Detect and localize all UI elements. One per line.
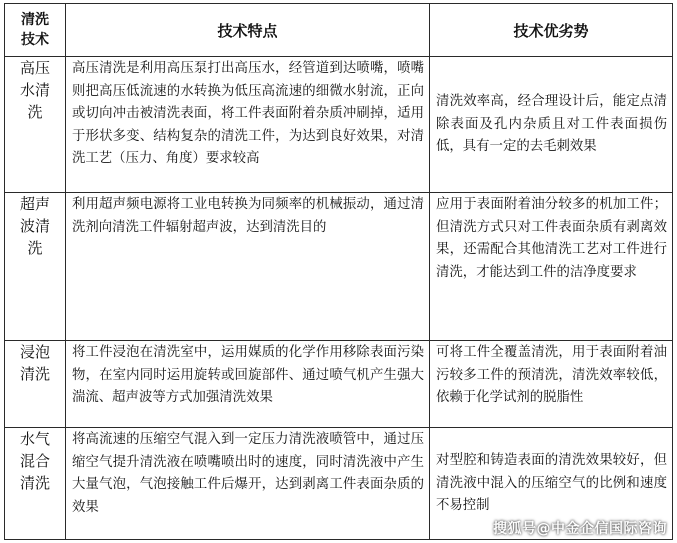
header-technique: 清洗技术 [5,4,66,57]
technique-cell: 浸泡清洗 [5,341,66,428]
features-cell: 利用超声频电源将工业电转换为同频率的机械振动，通过清洗剂向清洗工件辐射超声波，达到清洗目的 [66,193,430,341]
pros-cons-cell: 可将工件全覆盖清洗，用于表面附着油污较多工件的预清洗，清洗效率较低，依赖于化学试剂的脱脂性 [430,341,673,428]
table-header-row [5,4,673,57]
features-cell: 将工件浸泡在清洗室中，运用媒质的化学作用移除表面污染物，在室内同时运用旋转或回旋部件、通过喷气机产生强大湍流、超声波等方式加强清洗效果 [66,341,430,428]
cleaning-technology-table [4,3,673,540]
watermark: 搜狐号@中金企信国际咨询 [493,521,667,537]
table-row [5,57,673,193]
table-row [5,341,673,428]
pros-cons-cell: 清洗效率高，经合理设计后，能定点清除表面及孔内杂质且对工件表面损伤低，具有一定的去毛刺效果 [430,57,673,193]
header-features: 技术特点 [66,4,430,57]
technique-cell: 水气混合清洗 [5,428,66,540]
features-cell: 高压清洗是利用高压泵打出高压水，经管道到达喷嘴，喷嘴则把高压低流速的水转换为低压高流速的细微水射流，正向或切向冲击被清洗表面，将工件表面附着杂质冲刷掉，适用于形状多变、结构复杂的清洗工件，为达到良好效果，对清洗工艺（压力、角度）要求较高 [66,57,430,193]
pros-cons-cell: 应用于表面附着油分较多的机加工件；但清洗方式只对工件表面杂质有剥离效果，还需配合其他清洗工艺对工件进行清洗，才能达到工件的洁净度要求 [430,193,673,341]
table-row [5,193,673,341]
features-cell: 将高流速的压缩空气混入到一定压力清洗液喷管中，通过压缩空气提升清洗液在喷嘴喷出时的速度，同时清洗液中产生大量气泡，气泡接触工件后爆开，达到剥离工件表面杂质的效果 [66,428,430,540]
header-pros-cons: 技术优劣势 [430,4,673,57]
technique-cell: 超声波清洗 [5,193,66,341]
pros-cons-cell: 对型腔和铸造表面的清洗效果较好，但清洗液中混入的压缩空气的比例和速度不易控制 [430,428,673,540]
technique-cell: 高压水清洗 [5,57,66,193]
